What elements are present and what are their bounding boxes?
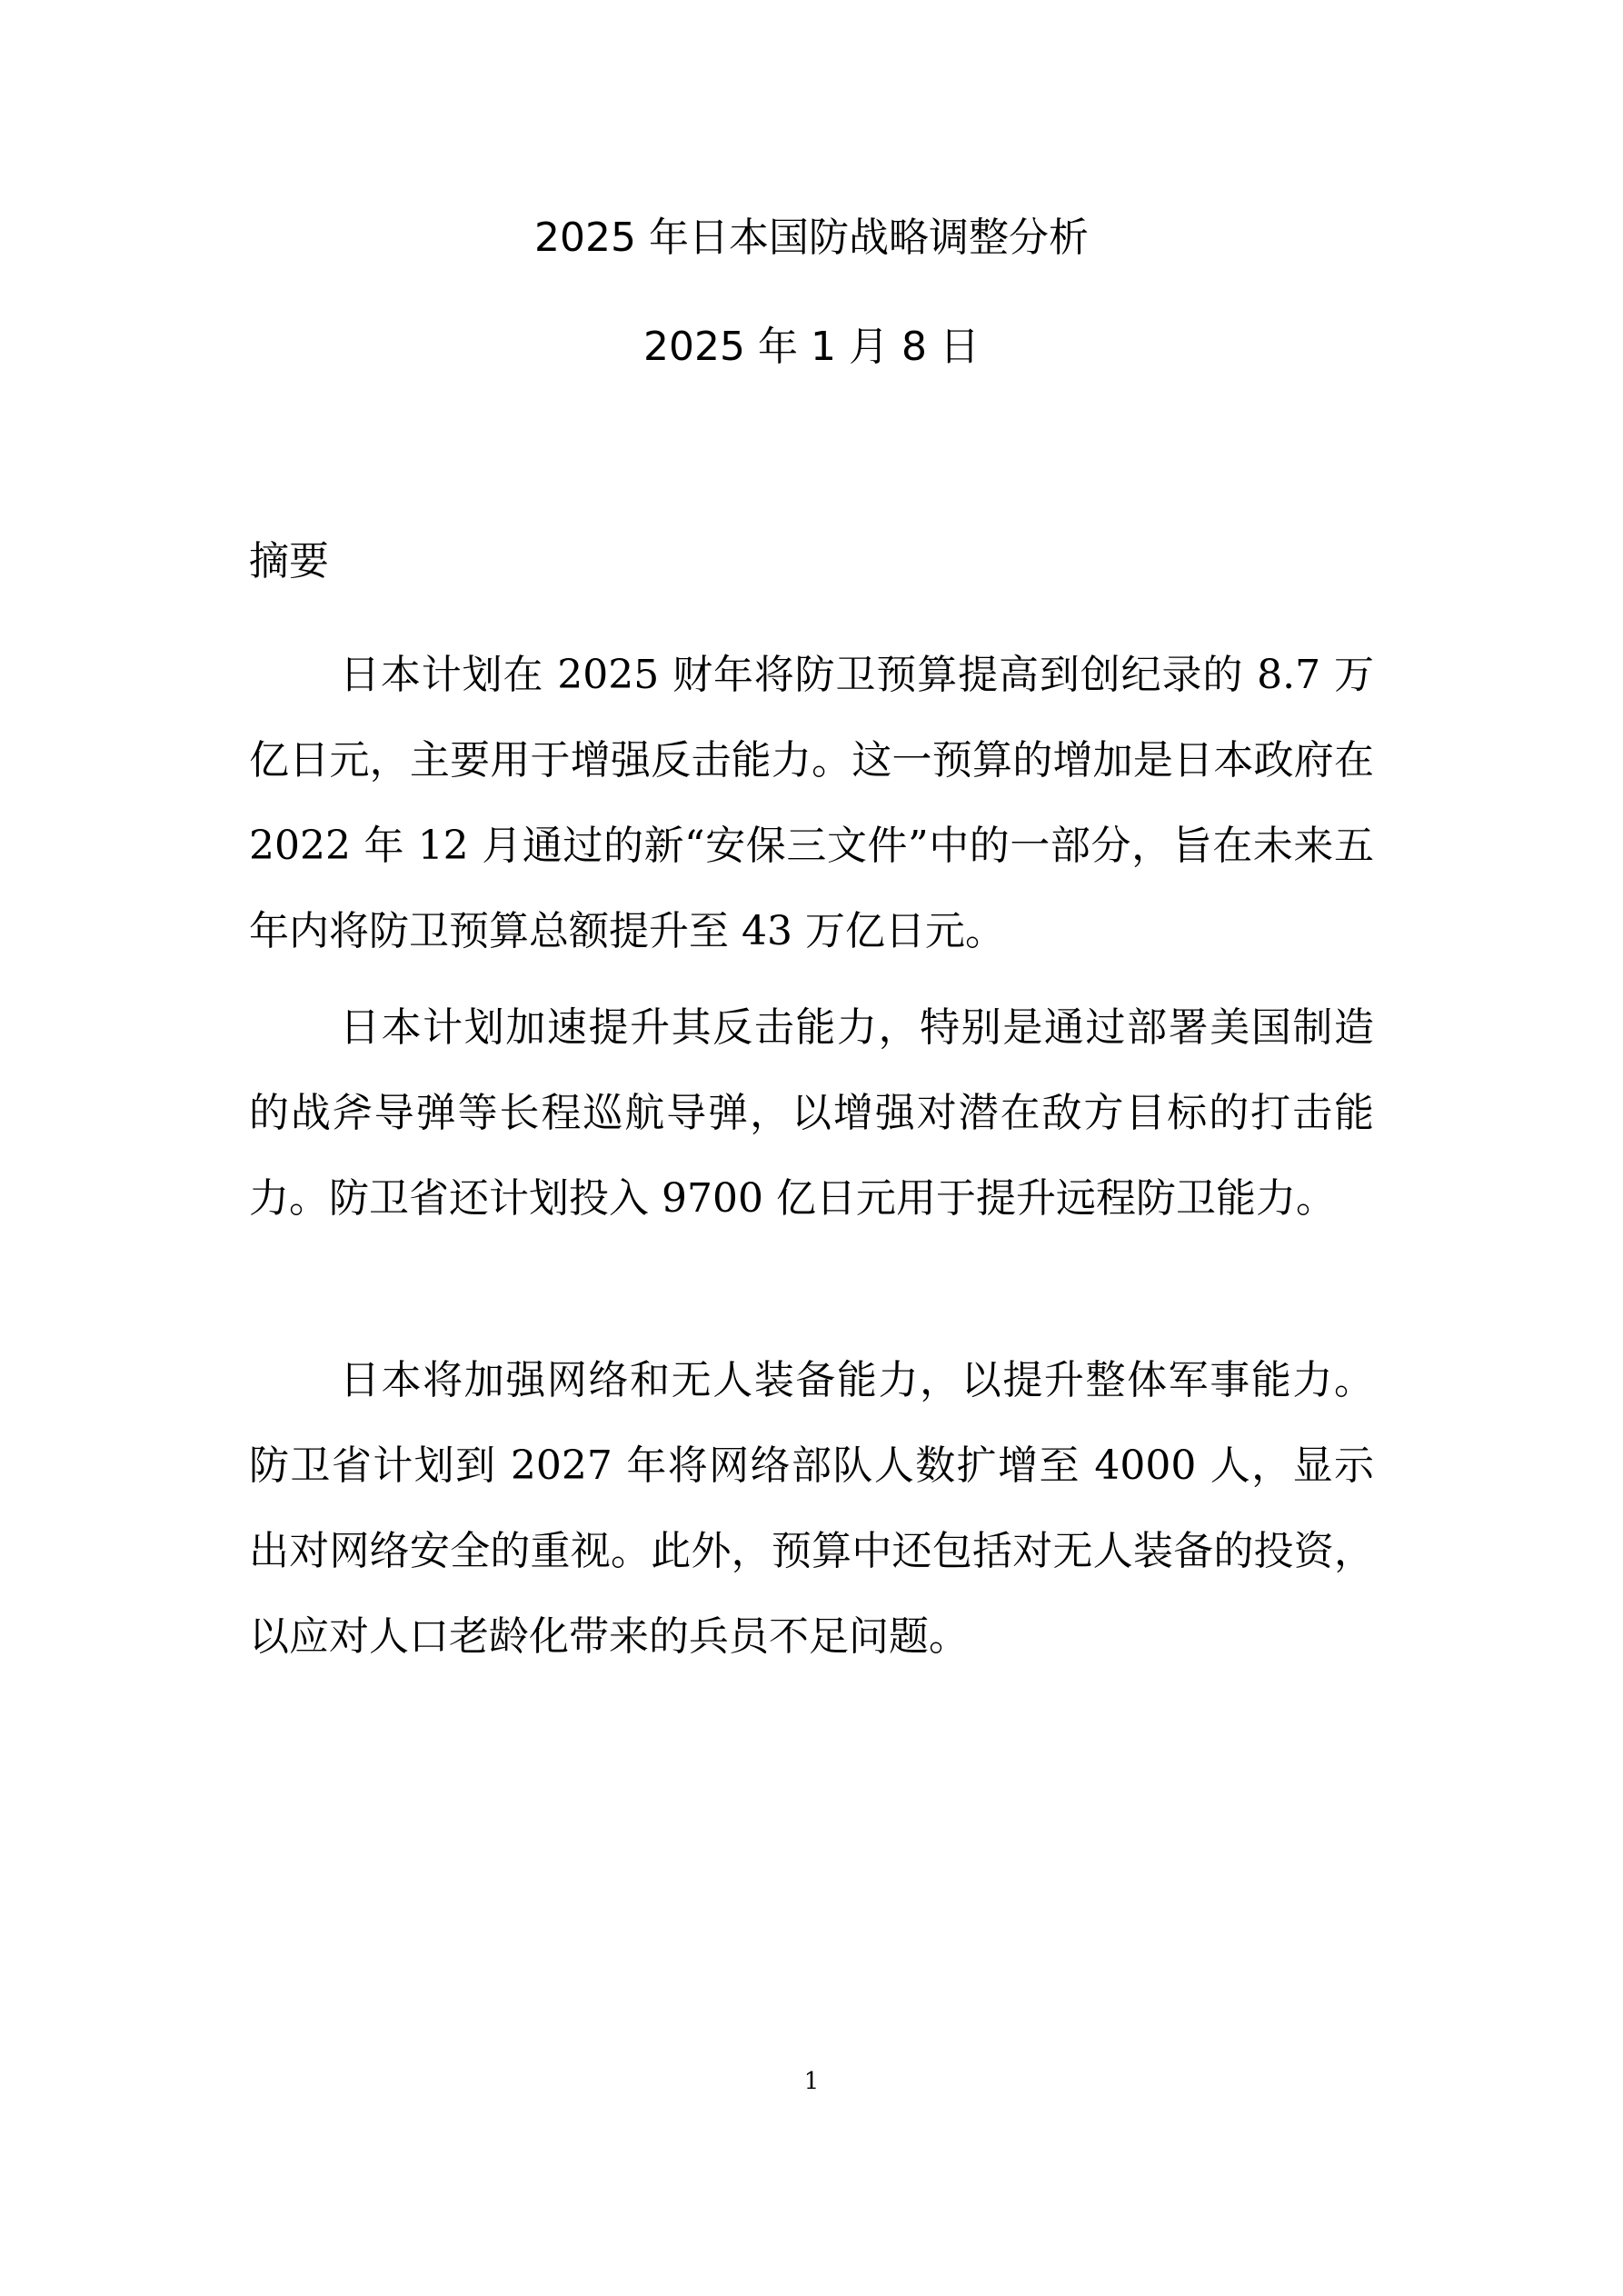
abstract-paragraph: 日本计划加速提升其反击能力，特别是通过部署美国制造的战斧导弹等长程巡航导弹，以增强对潜在敌方目标的打击能力。防卫省还计划投入 9700 亿日元用于提升远程防卫能力。 [249, 1004, 1374, 1222]
abstract-paragraph: 日本将加强网络和无人装备能力，以提升整体军事能力。防卫省计划到 2027 年将网络部队人数扩增至 4000 人，显示出对网络安全的重视。此外，预算中还包括对无人装备的投资，以应对人口老龄化带来的兵员不足问题。 [249, 1357, 1374, 1660]
document-title: 2025 年日本国防战略调整分析 [534, 215, 1089, 261]
section-heading-abstract: 摘要 [249, 538, 329, 584]
abstract-paragraph: 日本计划在 2025 财年将防卫预算提高到创纪录的 8.7 万亿日元，主要用于增强反击能力。这一预算的增加是日本政府在 2022 年 12 月通过的新“安保三文件”中的一部分，旨在未来五年内将防卫预算总额提升至 43 万亿日元。 [249, 652, 1374, 954]
page-number: 1 [803, 2068, 820, 2095]
document-date: 2025 年 1 月 8 日 [643, 324, 980, 370]
